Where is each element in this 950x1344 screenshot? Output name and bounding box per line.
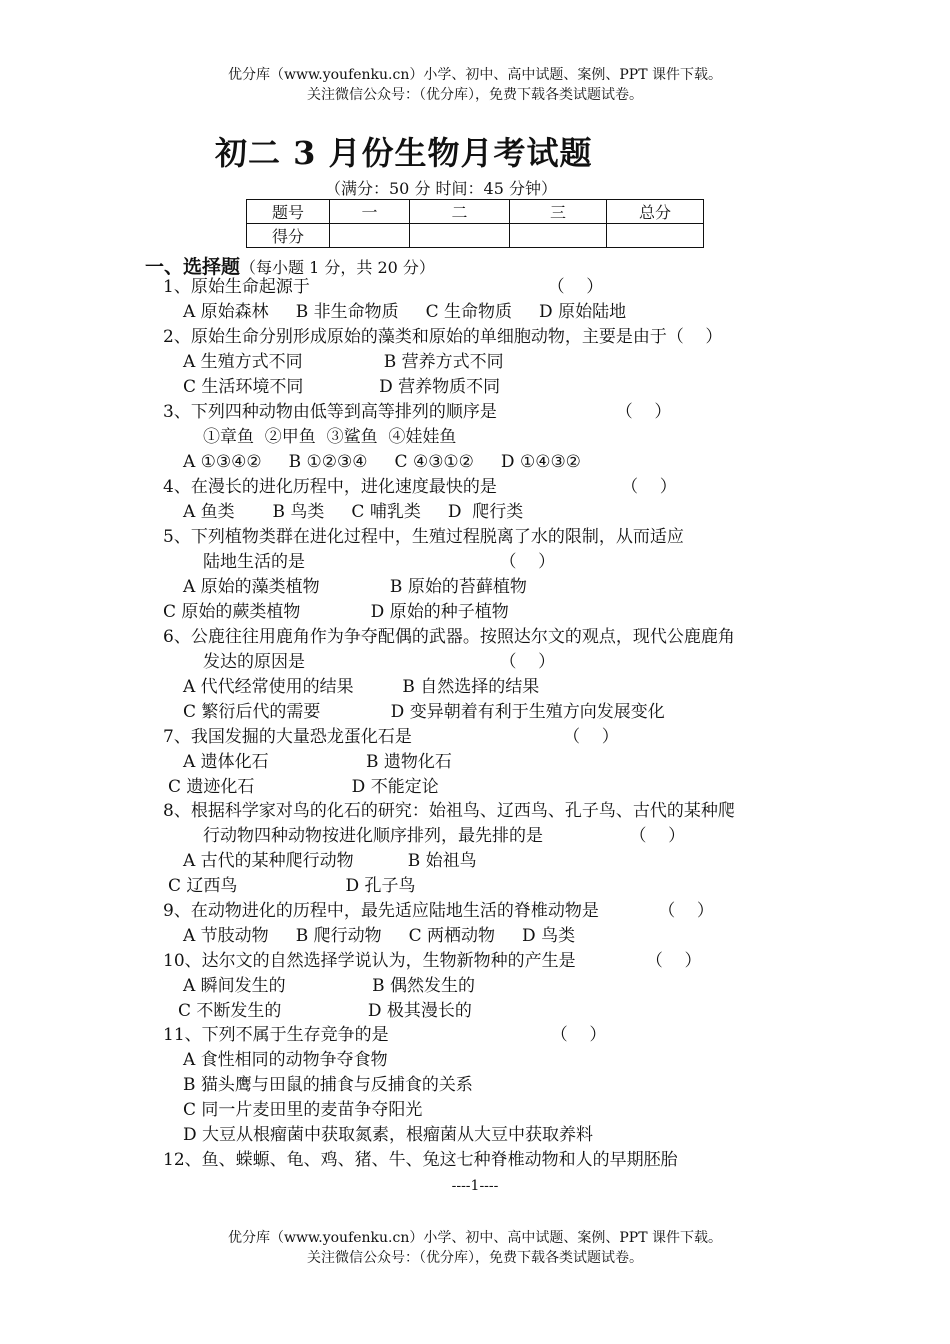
question-line: 3、下列四种动物由低等到高等排列的顺序是 （ ） xyxy=(163,402,672,422)
option-line: C 遗迹化石 D 不能定论 xyxy=(168,777,439,797)
page-number: ----1---- xyxy=(451,1178,499,1194)
question-line: 5、下列植物类群在进化过程中，生殖过程脱离了水的限制，从而适应 xyxy=(163,527,684,547)
question-line: 10、达尔文的自然选择学说认为，生物新物种的产生是 （ ） xyxy=(163,951,702,971)
option-line: C 同一片麦田里的麦苗争夺阳光 xyxy=(183,1100,423,1120)
score-cell: 二 xyxy=(410,200,510,224)
question-line: 2、原始生命分别形成原始的藻类和原始的单细胞动物，主要是由于（ ） xyxy=(163,327,723,347)
question-line: 1、原始生命起源于 （ ） xyxy=(163,277,604,297)
option-line: A 节肢动物 B 爬行动物 C 两栖动物 D 鸟类 xyxy=(183,926,576,946)
footer-line-2: 关注微信公众号：（优分库），免费下载各类试题试卷。 xyxy=(307,1250,643,1266)
question-line: 陆地生活的是 （ ） xyxy=(203,552,556,572)
question-line: 11、下列不属于生存竞争的是 （ ） xyxy=(163,1025,607,1045)
score-cell xyxy=(410,224,510,248)
option-line: C 不断发生的 D 极其漫长的 xyxy=(178,1001,472,1021)
score-cell: 总分 xyxy=(607,200,704,224)
page-title: 初二 3 月份生物月考试题 xyxy=(215,134,593,172)
option-line: C 繁衍后代的需要 D 变异朝着有利于生殖方向发展变化 xyxy=(183,702,665,722)
section-note: （每小题 1 分，共 20 分） xyxy=(240,258,435,277)
option-line: A 鱼类 B 鸟类 C 哺乳类 D 爬行类 xyxy=(183,502,524,522)
option-line: A 代代经常使用的结果 B 自然选择的结果 xyxy=(183,677,540,697)
option-line: A 原始的藻类植物 B 原始的苔藓植物 xyxy=(183,577,527,597)
score-cell xyxy=(510,224,607,248)
score-table-header-row xyxy=(247,200,704,224)
option-line: D 大豆从根瘤菌中获取氮素，根瘤菌从大豆中获取养料 xyxy=(183,1125,594,1145)
section-heading xyxy=(145,252,435,279)
option-line: C 原始的蕨类植物 D 原始的种子植物 xyxy=(163,602,509,622)
option-line: A 瞬间发生的 B 偶然发生的 xyxy=(183,976,476,996)
score-cell: 三 xyxy=(510,200,607,224)
score-table xyxy=(246,199,704,248)
option-line: B 猫头鹰与田鼠的捕食与反捕食的关系 xyxy=(183,1075,473,1095)
option-line: A 古代的某种爬行动物 B 始祖鸟 xyxy=(183,851,477,871)
option-line: A 食性相同的动物争夺食物 xyxy=(183,1050,388,1070)
question-line: 4、在漫长的进化历程中，进化速度最快的是 （ ） xyxy=(163,477,677,497)
question-line: 7、我国发掘的大量恐龙蛋化石是 （ ） xyxy=(163,727,619,747)
option-line: A ①③④② B ①②③④ C ④③①② D ①④③② xyxy=(183,452,581,472)
question-line: 行动物四种动物按进化顺序排列，最先排的是 （ ） xyxy=(203,826,686,846)
score-cell: 得分 xyxy=(247,224,330,248)
question-line: ①章鱼 ②甲鱼 ③鲨鱼 ④娃娃鱼 xyxy=(203,427,457,447)
score-cell xyxy=(330,224,410,248)
score-cell: 题号 xyxy=(247,200,330,224)
exam-subtitle: （满分：50 分 时间：45 分钟） xyxy=(325,179,557,198)
question-line: 9、在动物进化的历程中，最先适应陆地生活的脊椎动物是 （ ） xyxy=(163,901,714,921)
footer-line-1: 优分库（www.youfenku.cn）小学、初中、高中试题、案例、PPT 课件下载。 xyxy=(227,1230,722,1246)
question-line: 12、鱼、蝾螈、龟、鸡、猪、牛、兔这七种脊椎动物和人的早期胚胎 xyxy=(163,1150,678,1170)
question-line: 发达的原因是 （ ） xyxy=(203,652,556,672)
score-cell: 一 xyxy=(330,200,410,224)
option-line: A 原始森林 B 非生命物质 C 生命物质 D 原始陆地 xyxy=(183,302,627,322)
option-line: C 辽西鸟 D 孔子鸟 xyxy=(168,876,416,896)
option-line: A 遗体化石 B 遗物化石 xyxy=(183,752,452,772)
header-line-2: 关注微信公众号：（优分库），免费下载各类试题试卷。 xyxy=(307,87,643,103)
question-line: 6、公鹿往往用鹿角作为争夺配偶的武器。按照达尔文的观点，现代公鹿鹿角 xyxy=(163,627,735,647)
header-line-1: 优分库（www.youfenku.cn）小学、初中、高中试题、案例、PPT 课件下载。 xyxy=(227,67,722,83)
score-cell xyxy=(607,224,704,248)
option-line: C 生活环境不同 D 营养物质不同 xyxy=(183,377,501,397)
option-line: A 生殖方式不同 B 营养方式不同 xyxy=(183,352,504,372)
score-table-score-row xyxy=(247,224,704,248)
section-title: 一、选择题 xyxy=(145,256,241,278)
question-line: 8、根据科学家对鸟的化石的研究：始祖鸟、辽西鸟、孔子鸟、古代的某种爬 xyxy=(163,801,735,821)
